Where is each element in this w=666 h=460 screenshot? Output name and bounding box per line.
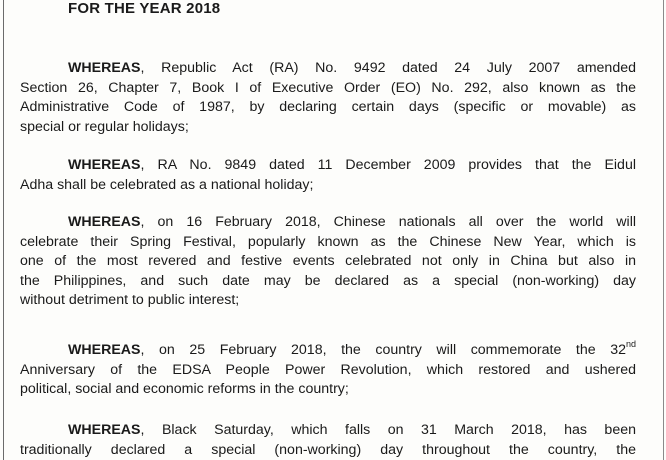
clause-line: WHEREAS, on 16 February 2018, Chinese nationals all over the world will: [68, 214, 636, 230]
clause-line: Section 26, Chapter 7, Book I of Executive Order (EO) No. 292, also known as the: [20, 79, 636, 96]
clause-line: one of the most revered and festive events celebrated not only in China but also in: [20, 253, 636, 270]
page-left-border: [3, 0, 4, 460]
clause-line: WHEREAS, Black Saturday, which falls on 31 March 2018, has been: [68, 422, 636, 438]
clause-line: celebrate their Spring Festival, popularly known as the Chinese New Year, which is: [20, 233, 636, 250]
page-right-border: [663, 0, 664, 460]
clause-line: WHEREAS, RA No. 9849 dated 11 December 2009 provides that the Eidul: [68, 157, 636, 173]
clause-line: Anniversary of the EDSA People Power Revolution, which restored and ushered: [20, 361, 636, 378]
clause-line: Administrative Code of 1987, by declaring certain days (specific or movable) as: [20, 99, 636, 116]
whereas-clause-2: [20, 156, 636, 195]
whereas-clause-3: [20, 213, 636, 311]
clause-line: political, social and economic reforms in the country;: [20, 381, 349, 398]
clause-line: Adha shall be celebrated as a national holiday;: [20, 176, 314, 193]
whereas-keyword: WHEREAS: [68, 60, 141, 76]
whereas-keyword: WHEREAS: [68, 214, 141, 230]
whereas-keyword: WHEREAS: [68, 422, 141, 438]
clause-line: without detriment to public interest;: [20, 292, 240, 309]
whereas-keyword: WHEREAS: [68, 157, 141, 173]
clause-line: the Philippines, and such date may be declared as a special (non-working) day: [20, 272, 636, 289]
whereas-clause-4: [20, 341, 636, 400]
document-heading: FOR THE YEAR 2018: [68, 0, 221, 17]
clause-line: traditionally declared a special (non-working) day throughout the country, the: [20, 441, 636, 458]
clause-line: special or regular holidays;: [20, 118, 189, 135]
whereas-clause-1: [20, 59, 636, 137]
clause-line: WHEREAS, Republic Act (RA) No. 9492 dated 24 July 2007 amended: [68, 60, 636, 76]
whereas-clause-5: [20, 421, 636, 460]
whereas-keyword: WHEREAS: [68, 342, 141, 358]
clause-line: WHEREAS, on 25 February 2018, the country will commemorate the 32nd: [68, 339, 636, 358]
ordinal-superscript: nd: [625, 339, 636, 350]
